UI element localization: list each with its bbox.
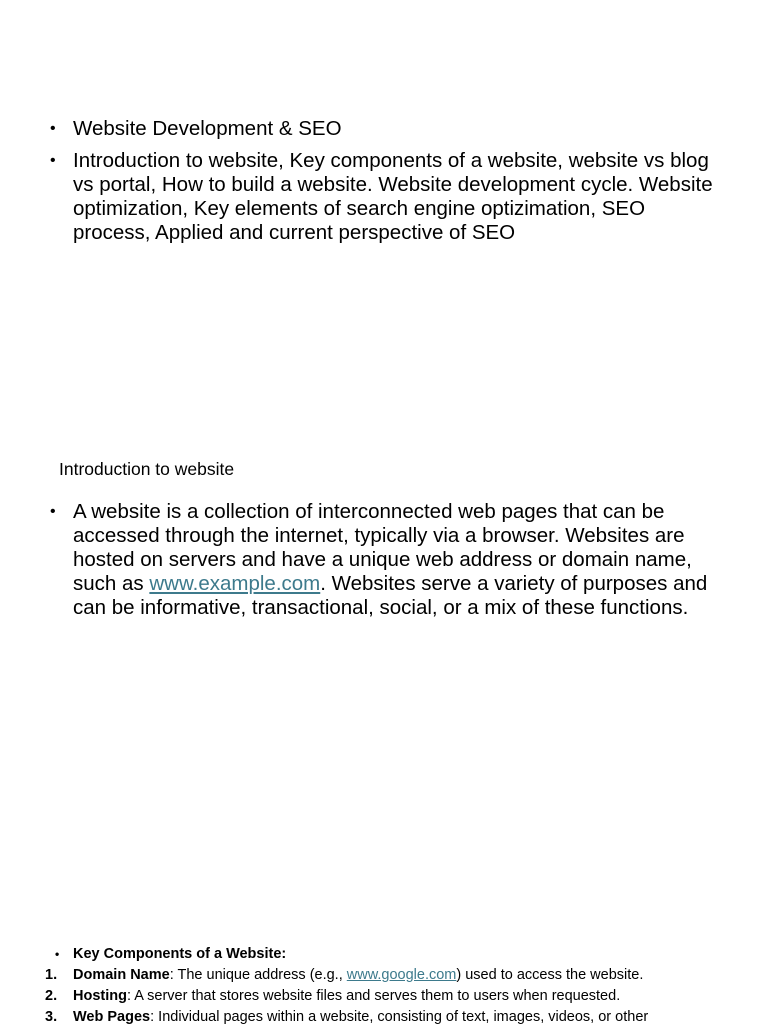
- list-item: [0, 965, 768, 986]
- list-item: [0, 1007, 768, 1024]
- item-number: 2.: [45, 988, 58, 1004]
- google-link[interactable]: www.google.com: [346, 967, 457, 983]
- bullet-icon: •: [50, 120, 56, 137]
- topic-list: [0, 117, 720, 245]
- paragraph-text-after: . Websites serve a variety of purposes and can be informative, transactional, social, or a mix of these functions.: [73, 572, 708, 619]
- bullet-icon: •: [50, 503, 56, 520]
- item-text-before: : The unique address (e.g.,: [169, 967, 347, 983]
- section-heading-introduction: Introduction to website: [59, 459, 235, 479]
- components-list: [0, 965, 768, 1024]
- example-link[interactable]: www.example.com: [149, 572, 321, 595]
- list-item: [0, 149, 720, 245]
- item-term: Hosting: [73, 988, 127, 1004]
- bullet-icon: •: [50, 152, 56, 169]
- item-text-before: : Individual pages within a website, consisting of text, images, videos, or other: [150, 1009, 649, 1024]
- bullet-icon: •: [55, 947, 60, 961]
- item-number: 1.: [45, 967, 58, 983]
- paragraph-text-before: A website is a collection of interconnected web pages that can be accessed through the internet, typically via a browser. Websites are hosted on servers and have a unique web address or domain name, such as: [73, 500, 692, 595]
- list-item: [0, 117, 720, 141]
- components-heading-row: [0, 944, 768, 965]
- introduction-list: [0, 500, 720, 620]
- topic-summary: Introduction to website, Key components of a website, website vs blog vs portal, How to build a website. Website development cycle. Website optimization, Key elements of search engine optizimation, SEO process, Applied and current perspective of SEO: [73, 149, 713, 244]
- item-term: Web Pages: [73, 1009, 151, 1024]
- item-text-after: ) used to access the website.: [456, 967, 644, 983]
- topic-title: Website Development & SEO: [73, 117, 342, 140]
- item-term: Domain Name: [73, 967, 170, 983]
- list-item: [0, 986, 768, 1007]
- item-number: 3.: [45, 1009, 58, 1024]
- list-item: [0, 500, 720, 620]
- item-text-before: : A server that stores website files and serves them to users when requested.: [126, 988, 621, 1004]
- components-heading: Key Components of a Website:: [73, 946, 287, 962]
- key-components-section: [0, 944, 768, 1024]
